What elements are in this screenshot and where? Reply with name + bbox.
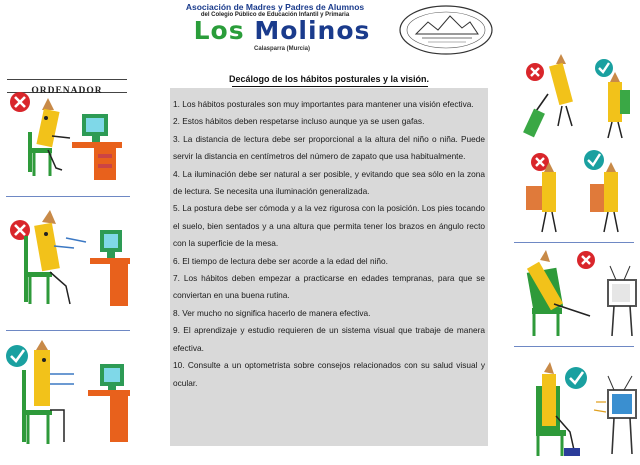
logo-place: Calasparra (Murcia) — [253, 46, 311, 52]
association-title: Asociación de Madres y Padres de Alumnos — [185, 2, 365, 12]
check-circle-icon — [565, 367, 587, 389]
computer-posture-panel — [0, 70, 135, 465]
list-item: 9. El aprendizaje y estudio requieren de un sistema visual que trabaje de manera efectiva. — [173, 325, 485, 353]
posture-illustrations-right — [510, 50, 640, 465]
check-circle-icon — [595, 59, 613, 77]
divider — [6, 196, 130, 197]
check-circle-icon — [6, 345, 28, 367]
computer-label-box — [7, 79, 127, 96]
list-item: 10. Consulte a un optometrista sobre consejos relacionados con su salud visual y ocular. — [173, 360, 485, 388]
school-seal-image — [398, 4, 494, 56]
divider — [514, 346, 634, 347]
association-subtitle: del Colegio Público de Educación Infantil y Primaria — [200, 12, 350, 18]
logo-word-los: Los — [193, 16, 245, 45]
list-item: 4. La iluminación debe ser natural a ser posible, y evitando que sea sólo en la zona de lectura. Se necesita una iluminación generalizada. — [173, 168, 485, 197]
title-underline — [232, 86, 428, 87]
header — [170, 0, 500, 62]
check-circle-icon — [584, 150, 604, 170]
x-circle-icon — [10, 92, 30, 112]
tv-wrong-scene — [520, 246, 640, 344]
list-item: 6. El tiempo de lectura debe ser acorde a la edad del niño. — [173, 255, 388, 266]
list-item: 8. Ver mucho no significa hacerlo de manera efectiva. — [173, 307, 371, 318]
tv-right-scene — [520, 350, 640, 462]
x-circle-icon — [577, 251, 595, 269]
divider — [514, 242, 634, 243]
list-item: 7. Los hábitos deben empezar a practicarse en edades tempranas, para que se conviertan en una buena rutina. — [173, 273, 485, 301]
logo-word-molinos: Molinos — [254, 16, 371, 45]
logo — [182, 16, 382, 46]
computer-wrong-scene — [4, 92, 134, 192]
list-item: 3. La distancia de lectura debe ser proporcional a la altura del niño o niña. Puede servir la distancia en centímetros del número de zapato que usa habitualmente. — [173, 133, 485, 162]
carry-bag-scene — [518, 54, 638, 144]
list-item: 1. Los hábitos posturales son muy importantes para mantener una visión efectiva. — [173, 99, 474, 109]
backpack-scene — [518, 146, 638, 242]
decalogue-list — [173, 96, 485, 392]
document-title: Decálogo de los hábitos posturales y la visión. — [228, 74, 430, 84]
computer-wrong-scene-2 — [4, 210, 134, 320]
divider — [6, 330, 130, 331]
computer-label: ORDENADOR — [31, 86, 103, 96]
list-item: 5. La postura debe ser cómoda y a la vez rigurosa con la posición. Los pies tocando el suelo, bien sentados y a una altura que permita tener los brazos en ángulo recto con la superficie de la mesa. — [173, 203, 485, 249]
list-item: 2. Estos hábitos deben respetarse incluso aunque ya se usen gafas. — [173, 116, 425, 127]
computer-right-scene — [4, 340, 134, 458]
x-circle-icon — [526, 63, 544, 81]
